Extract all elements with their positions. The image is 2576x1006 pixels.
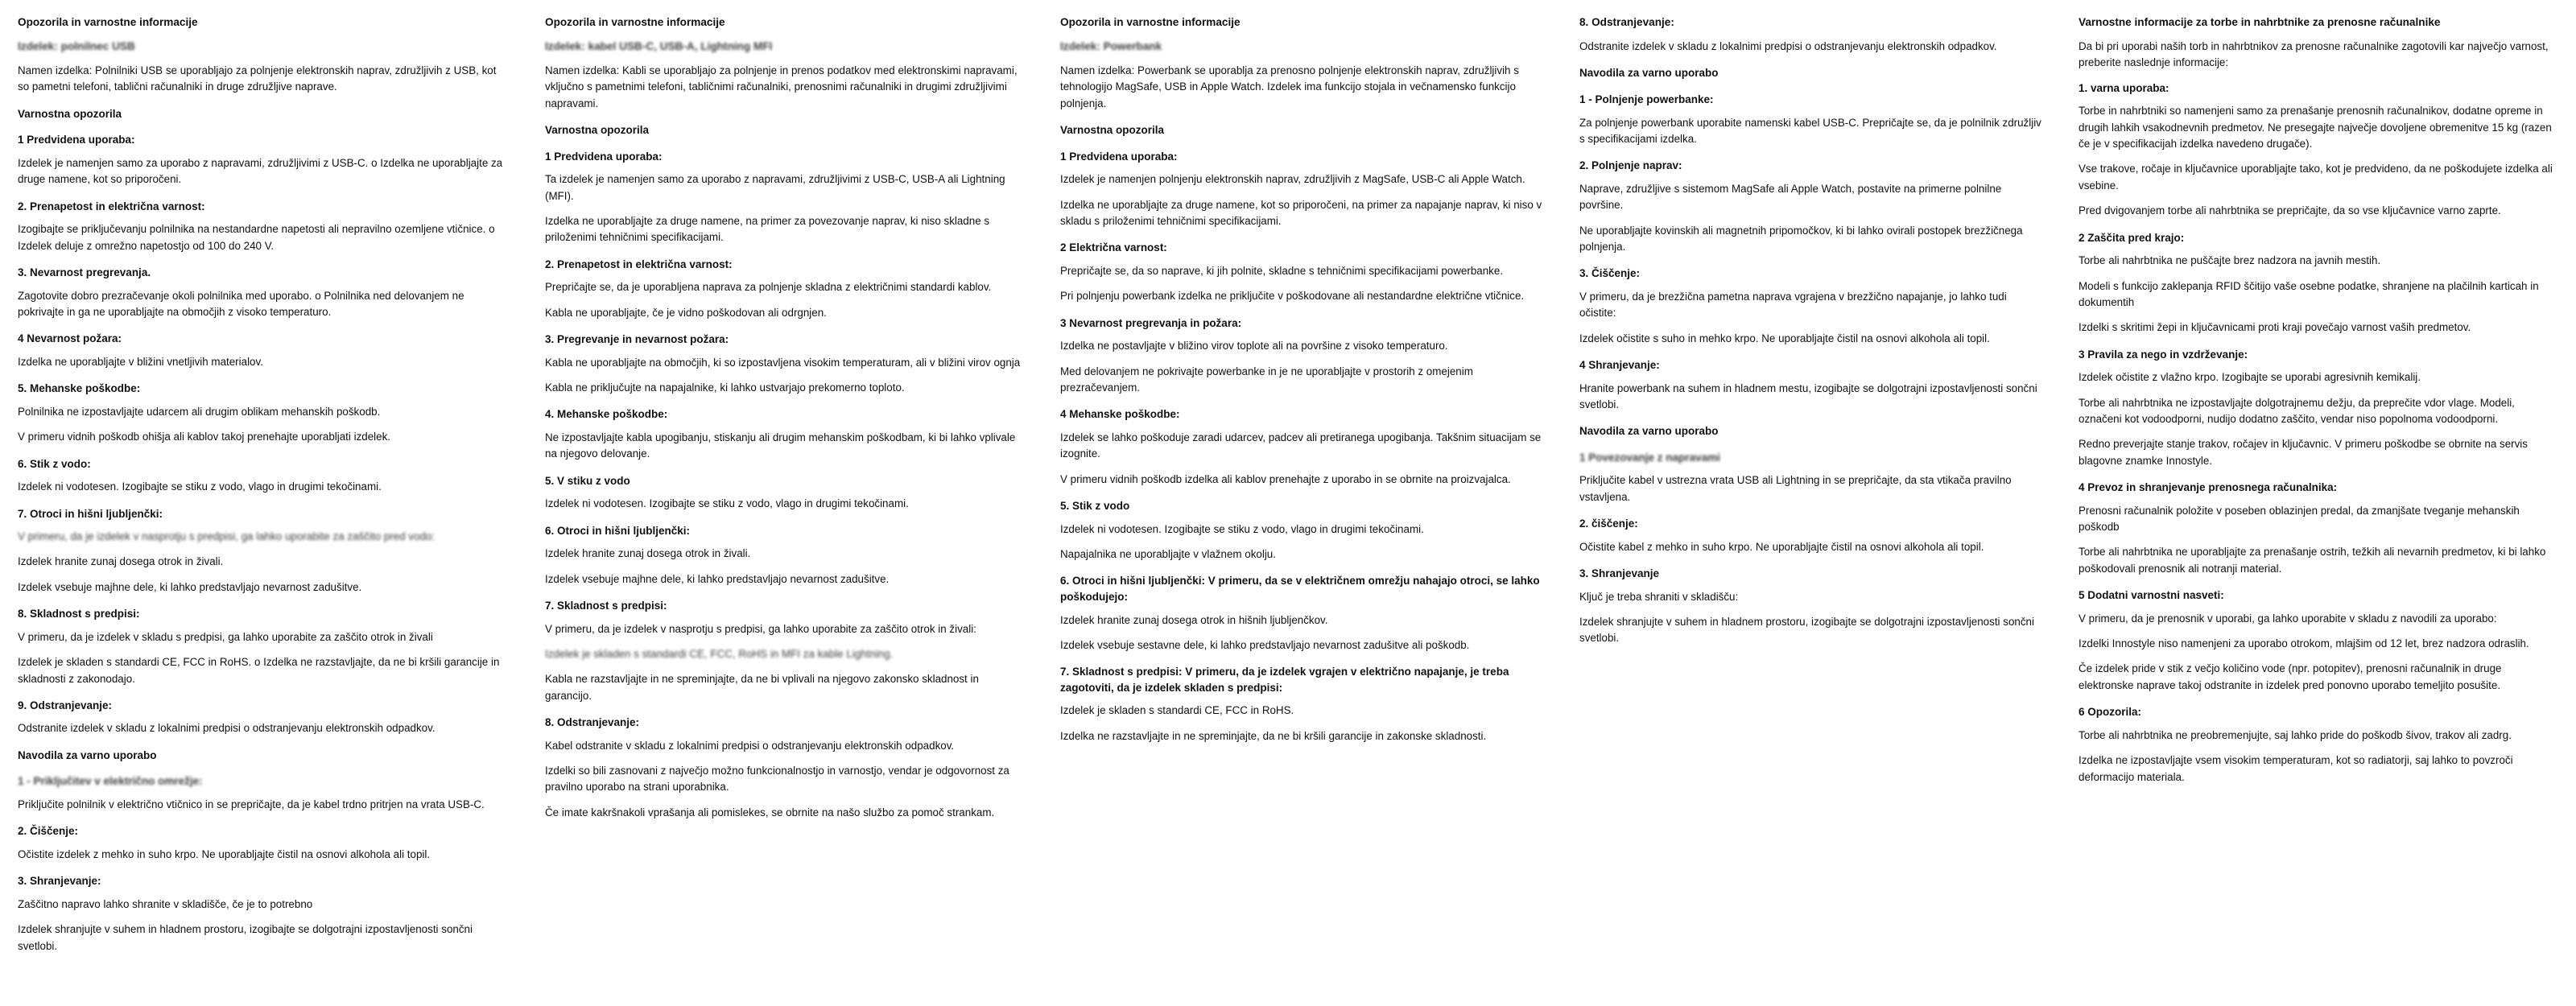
body-text: Vse trakove, ročaje in ključavnice uporabljajte tako, kot je predvideno, da ne poškodujete izdelka ali vsebine.	[2079, 163, 2553, 192]
heading-warnings: Varnostna opozorila	[1060, 124, 1165, 137]
body-text: Kabla ne priključujte na napajalnike, ki lahko ustvarjajo prekomerno toploto.	[545, 381, 905, 394]
heading-transport-storage: 4 Prevoz in shranjevanje prenosnega računalnika:	[2079, 481, 2338, 494]
body-text: V primeru, da je izdelek v skladu s predpisi, ga lahko uporabite za zaščito otrok in živali	[18, 630, 433, 643]
body-text: Izdelek ni vodotesen. Izogibajte se stiku z vodo, vlago in drugimi tekočinami.	[545, 497, 909, 510]
body-text: Izdelka ne izpostavljajte vsem visokim temperaturam, kot so radiatorji, saj lahko to povzroči deformacijo materiala.	[2079, 754, 2513, 783]
body-text: Hranite powerbank na suhem in hladnem mestu, izogibajte se dolgotrajni izpostavljenosti sončni svetlobi.	[1579, 381, 2037, 410]
heading-care-maintenance: 3 Pravila za nego in vzdrževanje:	[2079, 348, 2248, 361]
section-title: Varnostne informacije za torbe in nahrbtnike za prenosne računalnike	[2079, 16, 2441, 28]
body-text: Modeli s funkcijo zaklepanja RFID ščitijo vaše osebne podatke, shranjene na plačilnih karticah in dokumentih	[2079, 279, 2539, 308]
body-text: Izdelek vsebuje majhne dele, ki lahko predstavljajo nevarnost zadušitve.	[18, 580, 362, 593]
heading-electrical-safety: 2 Električna varnost:	[1060, 241, 1167, 254]
body-text: Izdelek je namenjen polnjenju elektronskih naprav, združljivih z MagSafe, USB-C ali Apple Watch.	[1060, 173, 1525, 186]
body-text: Očistite kabel z mehko in suho krpo. Ne uporabljajte čistil na osnovi alkohola ali topil.	[1579, 540, 1984, 553]
heading-disposal: 8. Odstranjevanje:	[1579, 16, 1674, 28]
heading-mains-connection: 1 - Priključitev v električno omrežje:	[18, 775, 203, 788]
body-text: Izdelki Innostyle niso namenjeni za uporabo otrokom, mlajšim od 12 let, brez nadzora odraslih.	[2079, 637, 2529, 650]
body-text: Izdelek vsebuje sestavne dele, ki lahko predstavljajo nevarnost zadušitve ali poškodb.	[1060, 638, 1470, 651]
body-text: Napajalnika ne uporabljajte v vlažnem okolju.	[1060, 548, 1276, 561]
body-text: Odstranite izdelek v skladu z lokalnimi predpisi o odstranjevanju elektronskih odpadkov.	[18, 722, 436, 735]
heading-water-contact: 5. V stiku z vodo	[545, 474, 630, 487]
heading-safe-use-instructions-cable: Navodila za varno uporabo	[1579, 425, 1719, 438]
body-text: Kabel odstranite v skladu z lokalnimi predpisi o odstranjevanju elektronskih odpadkov.	[545, 739, 955, 752]
heading-compliance: 7. Skladnost s predpisi:	[545, 600, 667, 612]
body-text: Če imate kakršnakoli vprašanja ali pomislekes, se obrnite na našo službo za pomoč strankam.	[545, 806, 995, 818]
heading-mechanical-damage: 4. Mehanske poškodbe:	[545, 408, 668, 421]
body-text: V primeru, da je izdelek v nasprotju s predpisi, ga lahko uporabite za zaščito pred vodo:	[18, 530, 436, 543]
body-text: Izdelka ne uporabljajte v bližini vnetljivih materialov.	[18, 355, 263, 368]
body-text: Izdelek hranite zunaj dosega otrok in hišnih ljubljenčkov.	[1060, 613, 1328, 626]
body-text: Redno preverjajte stanje trakov, ročajev in ključavnic. V primeru poškodbe se obrnite na servis blagovne znamke Innostyle.	[2079, 438, 2528, 467]
body-text: V primeru vidnih poškodb izdelka ali kablov prenehajte z uporabo in se obrnite na proizvajalca.	[1060, 472, 1511, 485]
heading-safe-use-instructions: Navodila za varno uporabo	[18, 748, 157, 761]
body-text: V primeru, da je prenosnik v uporabi, ga lahko uporabite v skladu z navodili za uporabo:	[2079, 612, 2497, 625]
heading-cleaning: 3. Čiščenje:	[1579, 267, 1641, 280]
heading-safe-use: 1. varna uporaba:	[2079, 81, 2169, 94]
heading-connecting-devices: 1 Povezovanje z napravami	[1579, 451, 1720, 464]
heading-cleaning: 2. čiščenje:	[1579, 517, 1638, 530]
product-line: Izdelek: kabel USB-C, USB-A, Lightning MFI	[545, 40, 773, 53]
body-text: Izogibajte se priključevanju polnilnika na nestandardne napetosti ali nepravilno ozemljene vtičnice. o Izdelek deluje z omrežno napetostjo od 100 do 240 V.	[18, 223, 495, 252]
heading-additional-safety-tips: 5 Dodatni varnostni nasveti:	[2079, 589, 2224, 602]
heading-safe-use-instructions: Navodila za varno uporabo	[1579, 67, 1719, 80]
heading-fire-hazard: 4 Nevarnost požara:	[18, 332, 122, 345]
heading-overheating: 3. Nevarnost pregrevanja.	[18, 266, 151, 278]
body-text: Izdelek hranite zunaj dosega otrok in živali.	[545, 547, 751, 560]
product-line: Izdelek: Powerbank	[1060, 40, 1162, 53]
body-text: Pred dvigovanjem torbe ali nahrbtnika se prepričajte, da so vse ključavnice varno zaprte.	[2079, 204, 2501, 217]
body-text: Pri polnjenju powerbank izdelka ne priključite v poškodovane ali nestandardne električne vtičnice.	[1060, 290, 1525, 303]
body-text: Priključite polnilnik v električno vtičnico in se prepričajte, da je kabel trdno pritrjen na vrata USB-C.	[18, 798, 485, 810]
column-cable	[527, 14, 1042, 821]
section-title: Opozorila in varnostne informacije	[545, 16, 725, 28]
body-text: Ne uporabljajte kovinskih ali magnetnih pripomočkov, ki bi lahko ovirali postopek brezžičnega polnjenja.	[1579, 224, 2023, 253]
heading-charging-powerbank: 1 - Polnjenje powerbanke:	[1579, 93, 1714, 105]
body-text: Izdelki so bili zasnovani z največjo možno funkcionalnostjo in varnostjo, vendar je odgovornost za pravilno uporabo na strani uporabnika.	[545, 765, 1009, 794]
body-text: Torbe in nahrbtniki so namenjeni samo za prenašanje prenosnih računalnikov, dodatne opreme in drugih lahkih vsakodnevnih predmetov. Ne presegajte največje dovoljene obremenitve 15 kg (razen če je v specifikacijah izdelka navedeno drugače).	[2079, 105, 2552, 150]
heading-mechanical-damage: 4 Mehanske poškodbe:	[1060, 408, 1180, 421]
body-text: Med delovanjem ne pokrivajte powerbanke in je ne uporabljajte v prostorih z omejenim prezračevanjem.	[1060, 365, 1473, 394]
body-text: Kabla ne uporabljajte, če je vidno poškodovan ali odrgnjen.	[545, 306, 827, 319]
body-text: Ključ je treba shraniti v skladišču:	[1579, 590, 1739, 603]
body-text: Izdelek je skladen s standardi CE, FCC in RoHS. o Izdelka ne razstavljajte, da ne bi kršili garancije in skladnosti z zakonodajo.	[18, 656, 500, 685]
body-text: Izdelka ne postavljajte v bližino virov toplote ali na površine z visoko temperaturo.	[1060, 340, 1448, 353]
body-text: V primeru vidnih poškodb ohišja ali kablov takoj prenehajte uporabljati izdelek.	[18, 431, 390, 443]
heading-warnings-bags: 6 Opozorila:	[2079, 706, 2142, 719]
body-text: Torbe ali nahrbtnika ne puščajte brez nadzora na javnih mestih.	[2079, 254, 2381, 267]
heading-storage: 3. Shranjevanje	[1579, 567, 1660, 580]
heading-cleaning: 2. Čiščenje:	[18, 825, 79, 838]
heading-children-pets: 6. Otroci in hišni ljubljenčki: V primeru, da se v električnem omrežju nahajajo otroci, se lahko poškodujejo:	[1060, 575, 1540, 603]
body-text: Kabla ne uporabljajte na območjih, ki so izpostavljena visokim temperaturam, ali v bližini virov ognja	[545, 356, 1021, 369]
body-text: Izdelka ne razstavljajte in ne spreminjajte, da ne bi kršili garancije in zakonske skladnosti.	[1060, 729, 1487, 742]
body-text: Izdelek je skladen s standardi CE, FCC in RoHS.	[1060, 704, 1294, 717]
heading-warnings: Varnostna opozorila	[545, 124, 650, 137]
body-text: Izdelek očistite z vlažno krpo. Izogibajte se uporabi agresivnih kemikalij.	[2079, 371, 2421, 384]
body-text: Kabla ne razstavljajte in ne spreminjajte, da ne bi vplivali na njegovo zakonsko skladnost in garancijo.	[545, 673, 979, 702]
body-text: Prepričajte se, da je uporabljena naprava za polnjenje skladna z električnimi standardi kablov.	[545, 281, 992, 294]
heading-children-pets: 6. Otroci in hišni ljubljenčki:	[545, 524, 691, 537]
body-text: Izdelek shranjujte v suhem in hladnem prostoru, izogibajte se dolgotrajni izpostavljenosti sončni svetlobi.	[18, 923, 473, 952]
column-powerbank-continued	[1562, 14, 2061, 647]
body-text: Ta izdelek je namenjen samo za uporabo z napravami, združljivimi z USB-C, USB-A ali Lightning (MFI).	[545, 173, 1005, 202]
heading-mechanical-damage: 5. Mehanske poškodbe:	[18, 382, 141, 395]
heading-intended-use: 1 Predvidena uporaba:	[1060, 150, 1178, 163]
body-text: Izdelek je skladen s standardi CE, FCC, RoHS in MFI za kable Lightning.	[545, 647, 894, 660]
body-text: Torbe ali nahrbtnika ne izpostavljajte dolgotrajnemu dežju, da preprečite vdor vlage. Modeli, označeni kot vodoodporni, nudijo dodatno zaščito, vendar niso popolnoma vodoodporni.	[2079, 396, 2515, 425]
heading-warnings: Varnostna opozorila	[18, 107, 122, 120]
body-text: Priključite kabel v ustrezna vrata USB ali Lightning in se prepričajte, da sta vtikača pravilno vstavljena.	[1579, 474, 2012, 503]
body-text: V primeru, da je brezžična pametna naprava vgrajena v brezžično napajanje, jo lahko tudi očistite:	[1579, 290, 2007, 320]
body-text: V primeru, da je izdelek v nasprotju s predpisi, ga lahko uporabite za zaščito otrok in živali:	[545, 622, 976, 635]
body-text: Izdelek hranite zunaj dosega otrok in živali.	[18, 555, 224, 568]
heading-disposal: 9. Odstranjevanje:	[18, 699, 113, 711]
heading-water-contact: 5. Stik z vodo	[1060, 500, 1130, 513]
body-text: Izdelek vsebuje majhne dele, ki lahko predstavljajo nevarnost zadušitve.	[545, 572, 890, 585]
body-text: Zagotovite dobro prezračevanje okoli polnilnika med uporabo. o Polnilnika ned delovanjem ne pokrivajte in ga ne uporabljajte na območjih z visoko temperaturo.	[18, 289, 464, 318]
column-usb-charger	[0, 14, 527, 954]
body-text: Če izdelek pride v stik z večjo količino vode (npr. potopitev), prenosni računalnik in druge elektronske naprave takoj odstranite in izdelek pred ponovno uporabo temeljito posušite.	[2079, 662, 2502, 691]
body-text: Izdelek je namenjen samo za uporabo z napravami, združljivimi z USB-C. o Izdelka ne uporabljajte za druge namene, kot so priporočeni.	[18, 156, 503, 186]
heading-overheating-fire: 3 Nevarnost pregrevanja in požara:	[1060, 316, 1242, 329]
heading-compliance: 8. Skladnost s predpisi:	[18, 608, 140, 621]
body-text: Naprave, združljive s sistemom MagSafe ali Apple Watch, postavite na primerne polnilne površine.	[1579, 182, 2002, 212]
body-text: Izdelek shranjujte v suhem in hladnem prostoru, izogibajte se dolgotrajni izpostavljenosti sončni svetlobi.	[1579, 616, 2034, 645]
body-text: Namen izdelka: Kabli se uporabljajo za polnjenje in prenos podatkov med elektronskimi napravami, vključno s pametnimi telefoni, tabličnimi računalniki, prenosnimi računalniki in drugimi združljivimi napravami.	[545, 64, 1018, 109]
product-line: Izdelek: polnilnec USB	[18, 40, 135, 53]
body-text: Prepričajte se, da so naprave, ki jih polnite, skladne s tehničnimi specifikacijami powerbanke.	[1060, 265, 1504, 277]
heading-intended-use: 1 Predvidena uporaba:	[18, 134, 135, 146]
body-text: Namen izdelka: Powerbank se uporablja za prenosno polnjenje elektronskih naprav, združljivih s tehnologijo MagSafe, USB in Apple Watch. Izdelek ima funkcijo stojala in večnamensko funkcijo polnjenja.	[1060, 64, 1519, 109]
column-powerbank	[1042, 14, 1562, 744]
body-text: Torbe ali nahrbtnika ne preobremenjujte, saj lahko pride do poškodb šivov, trakov ali zadrg.	[2079, 728, 2512, 741]
heading-theft-protection: 2 Zaščita pred krajo:	[2079, 231, 2185, 244]
body-text: Ne izpostavljajte kabla upogibanju, stiskanju ali drugim mehanskim poškodbam, ki bi lahko vplivale na njegovo delovanje.	[545, 431, 1016, 460]
section-title: Opozorila in varnostne informacije	[1060, 16, 1241, 28]
heading-overheating-fire: 3. Pregrevanje in nevarnost požara:	[545, 333, 729, 346]
body-text: Odstranite izdelek v skladu z lokalnimi predpisi o odstranjevanju elektronskih odpadkov.	[1579, 40, 1997, 53]
body-text: Izdelek ni vodotesen. Izogibajte se stiku z vodo, vlago in drugimi tekočinami.	[1060, 522, 1424, 535]
body-text: Namen izdelka: Polnilniki USB se uporabljajo za polnjenje elektronskih naprav, združljivih z USB, kot so pametni telefoni, tablični računalniki in druge združljive naprave.	[18, 64, 497, 93]
body-text: Polnilnika ne izpostavljajte udarcem ali drugim oblikam mehanskih poškodb.	[18, 405, 381, 418]
body-text: Prenosni računalnik položite v poseben oblazinjen predal, da zmanjšate tveganje mehanskih poškodb	[2079, 504, 2520, 534]
body-text: Izdelek ni vodotesen. Izogibajte se stiku z vodo, vlago in drugimi tekočinami.	[18, 480, 382, 493]
body-text: Da bi pri uporabi naših torb in nahrbtnikov za prenosne računalnike zagotovili kar največjo varnost, preberite naslednje informacije:	[2079, 40, 2549, 69]
body-text: Izdelka ne uporabljajte za druge namene, na primer za povezovanje naprav, ki niso skladne s priloženimi tehničnimi specifikacijami.	[545, 215, 990, 244]
body-text: Izdelek očistite s suho in mehko krpo. Ne uporabljajte čistil na osnovi alkohola ali topil.	[1579, 332, 1990, 344]
body-text: Torbe ali nahrbtnika ne uporabljajte za prenašanje ostrih, težkih ali nevarnih predmetov, ki bi lahko poškodovali prenosnik ali notranji material.	[2079, 546, 2546, 575]
heading-charging-devices: 2. Polnjenje naprav:	[1579, 159, 1682, 172]
heading-storage: 3. Shranjevanje:	[18, 875, 101, 888]
heading-children-pets: 7. Otroci in hišni ljubljenčki:	[18, 507, 163, 520]
heading-disposal: 8. Odstranjevanje:	[545, 716, 640, 729]
heading-compliance: 7. Skladnost s predpisi: V primeru, da je izdelek vgrajen v električno napajanje, je treba zagotoviti, da je izdelek skladen s predpisi:	[1060, 666, 1509, 694]
section-title: Opozorila in varnostne informacije	[18, 16, 198, 28]
body-text: Očistite izdelek z mehko in suho krpo. Ne uporabljajte čistil na osnovi alkohola ali topil.	[18, 847, 431, 860]
body-text: Za polnjenje powerbank uporabite namenski kabel USB-C. Prepričajte se, da je polnilnik združljiv s specifikacijami izdelka.	[1579, 116, 2041, 145]
body-text: Izdelka ne uporabljajte za druge namene, kot so priporočeni, na primer za napajanje naprav, ki niso v skladu s priloženimi tehničnimi specifikacijami.	[1060, 198, 1542, 228]
body-text: Izdelki s skritimi žepi in ključavnicami proti kraji povečajo varnost vaših predmetov.	[2079, 321, 2471, 334]
heading-electrical-safety: 2. Prenapetost in električna varnost:	[545, 258, 733, 270]
body-text: Izdelek se lahko poškoduje zaradi udarcev, padcev ali pretiranega upogibanja. Takšnim situacijam se izognite.	[1060, 431, 1542, 460]
heading-intended-use: 1 Predvidena uporaba:	[545, 150, 663, 163]
column-bags	[2061, 14, 2576, 785]
body-text: Zaščitno napravo lahko shranite v skladišče, če je to potrebno	[18, 897, 313, 910]
heading-electrical-safety: 2. Prenapetost in električna varnost:	[18, 200, 205, 212]
heading-storage: 4 Shranjevanje:	[1579, 359, 1660, 372]
heading-water-contact: 6. Stik z vodo:	[18, 457, 91, 470]
